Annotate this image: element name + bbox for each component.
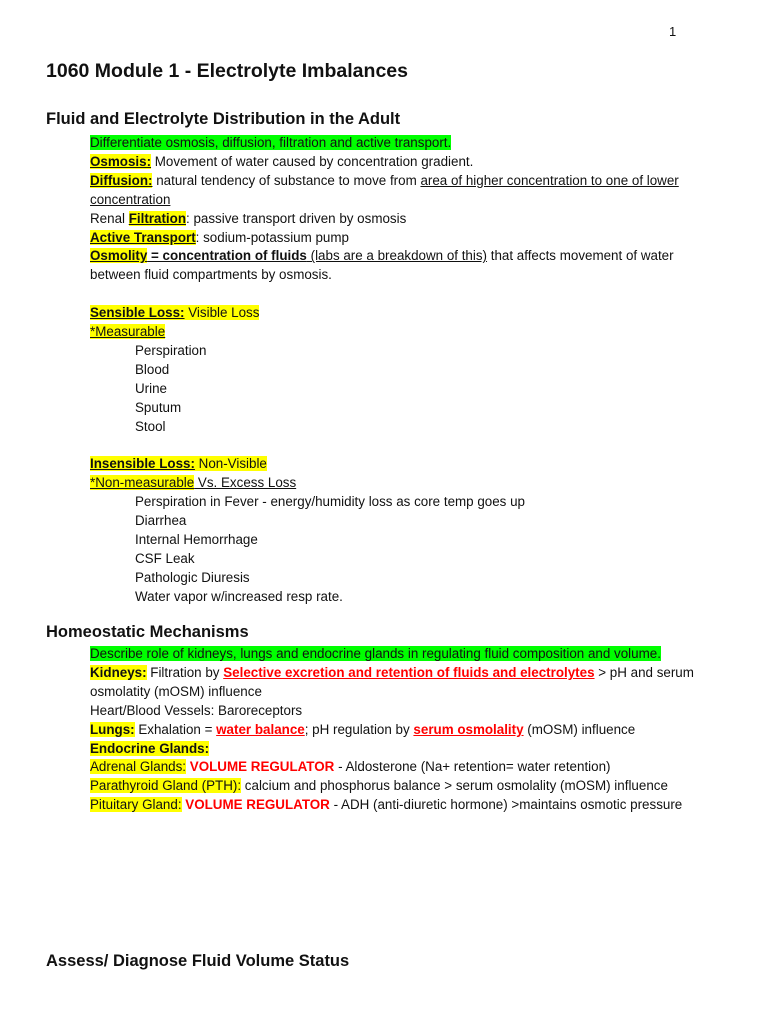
filtration-line: Renal Filtration: passive transport driven by osmosis [90, 210, 407, 226]
list-item: Stool [135, 418, 166, 434]
adrenal-line: Adrenal Glands: VOLUME REGULATOR - Aldosterone (Na+ retention= water retention) [90, 759, 611, 775]
active-transport-line: Active Transport: sodium-potassium pump [90, 229, 349, 245]
osmolity-line: Osmolity = concentration of fluids (labs are a breakdown of this) that affects movement of water between fluid compartments by osmosis. [90, 248, 674, 283]
non-measurable-line: *Non-measurable Vs. Excess Loss [90, 475, 297, 491]
objective-line: Differentiate osmosis, diffusion, filtration and active transport. [90, 135, 452, 150]
endocrine-line: Endocrine Glands: [90, 740, 210, 756]
section-heading-assess: Assess/ Diagnose Fluid Volume Status [46, 952, 350, 970]
sensible-loss-line: Sensible Loss: Visible Loss [90, 305, 260, 321]
list-item: Sputum [135, 399, 182, 415]
list-item: Internal Hemorrhage [135, 532, 258, 547]
list-item: Perspiration [135, 342, 207, 358]
list-item: Blood [135, 361, 170, 377]
document-title: 1060 Module 1 - Electrolyte Imbalances [46, 60, 408, 82]
list-item: Diarrhea [135, 513, 187, 529]
section-fluid-distribution [90, 134, 730, 607]
page-number: 1 [669, 24, 677, 39]
list-item: Perspiration in Fever - energy/humidity loss as core temp goes up [135, 494, 525, 510]
insensible-loss-line: Insensible Loss: Non-Visible [90, 456, 267, 472]
list-item: Urine [135, 380, 167, 396]
list-item: Water vapor w/increased resp rate. [135, 588, 343, 604]
list-item: CSF Leak [135, 550, 195, 566]
heart-line: Heart/Blood Vessels: Baroreceptors [90, 702, 303, 718]
parathyroid-line: Parathyroid Gland (PTH): calcium and phosphorus balance > serum osmolality (mOSM) influence [90, 778, 668, 794]
diffusion-line: Diffusion: natural tendency of substance to move from area of higher concentration to one of lower concentration [90, 172, 679, 207]
lungs-line: Lungs: Exhalation = water balance; pH regulation by serum osmolality (mOSM) influence [90, 721, 636, 737]
osmosis-line: Osmosis: Movement of water caused by concentration gradient. [90, 153, 474, 169]
list-item: Pathologic Diuresis [135, 569, 250, 585]
section-heading-fluid-distribution: Fluid and Electrolyte Distribution in the Adult [46, 110, 401, 128]
section-heading-homeostatic: Homeostatic Mechanisms [46, 623, 249, 641]
kidneys-line: Kidneys: Filtration by Selective excretion and retention of fluids and electrolytes > pH and serum osmolatity (mOSM) influence [90, 664, 694, 699]
measurable-line: *Measurable [90, 324, 166, 340]
pituitary-line: Pituitary Gland: VOLUME REGULATOR - ADH (anti-diuretic hormone) >maintains osmotic pressure [90, 797, 683, 813]
section-homeostatic [90, 645, 730, 815]
objective-line: Describe role of kidneys, lungs and endocrine glands in regulating fluid composition and volume. [90, 646, 661, 661]
